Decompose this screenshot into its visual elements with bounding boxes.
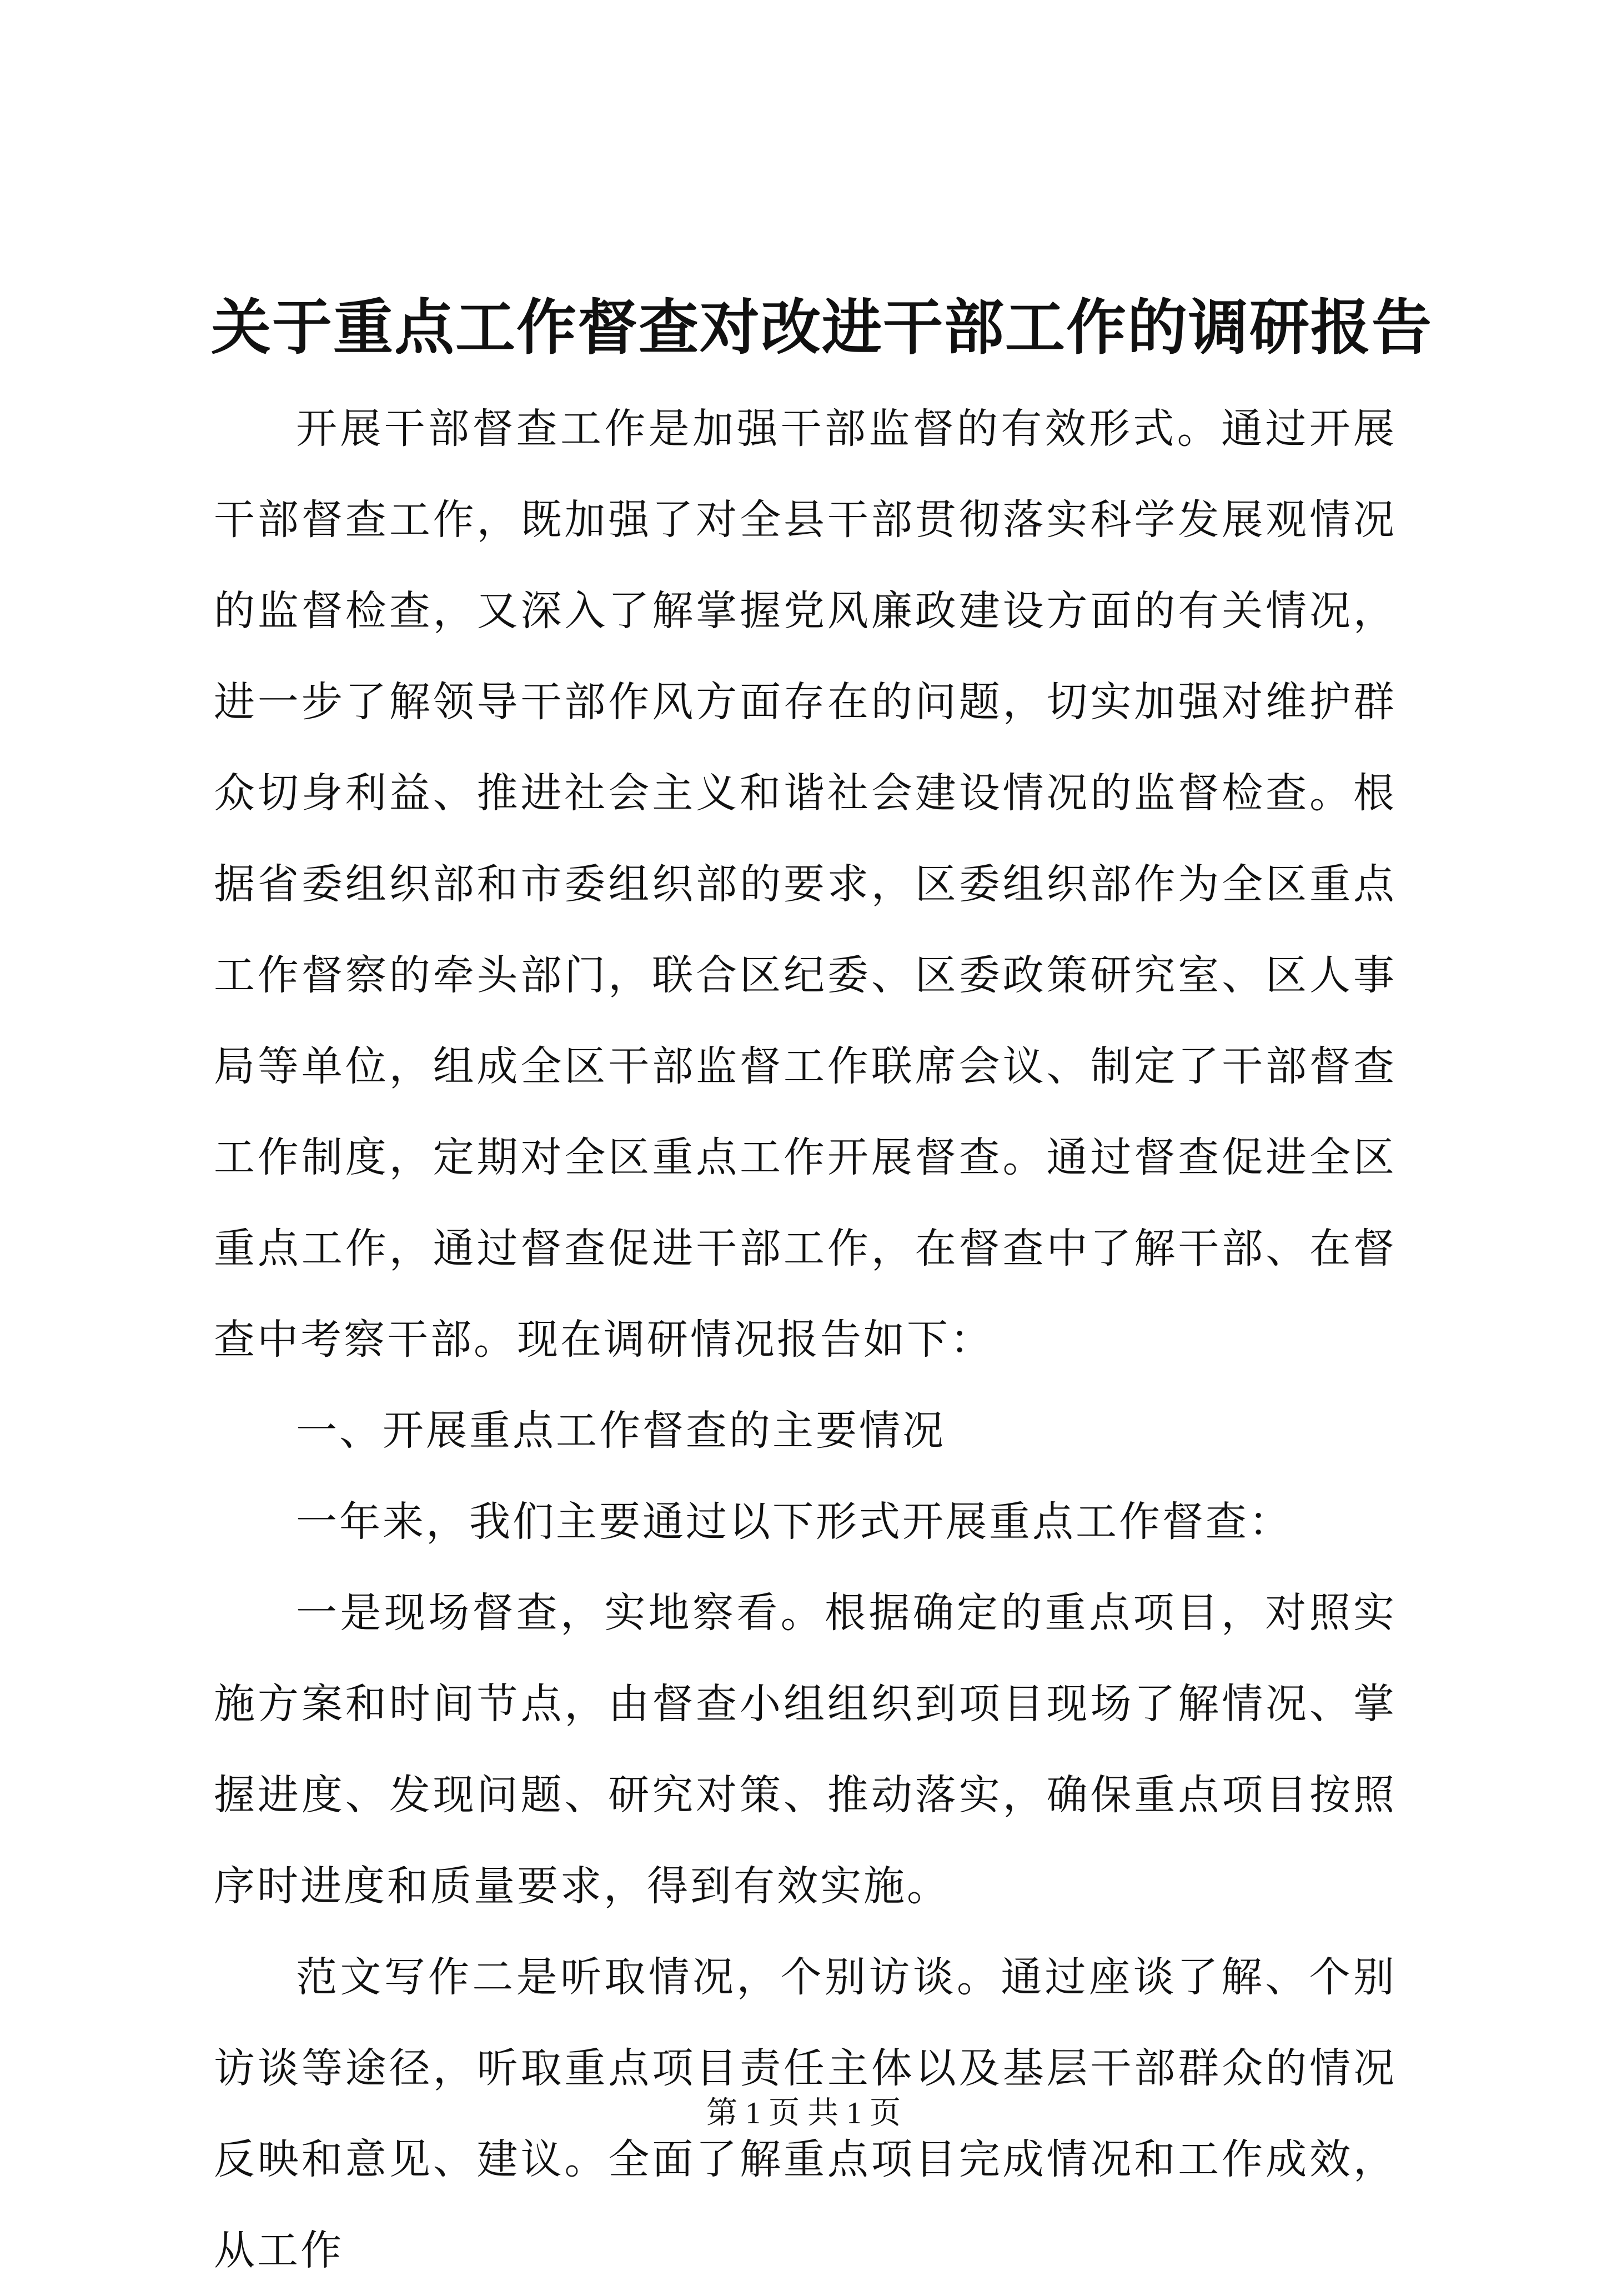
paragraph-interviews: 范文写作二是听取情况，个别访谈。通过座谈了解、个别访谈等途径，听取重点项目责任主体以及基层干部群众的情况反映和意见、建议。全面了解重点项目完成情况和工作成效，从工作: [214, 1953, 1397, 2274]
paragraph-overview: 一年来，我们主要通过以下形式开展重点工作督查：: [296, 1498, 1292, 1546]
page-footer: 第 1 页 共 1 页: [706, 2096, 901, 2130]
section-heading-1: 一、开展重点工作督查的主要情况: [296, 1407, 946, 1455]
document-body: [214, 383, 1397, 2296]
document-title: 关于重点工作督查对改进干部工作的调研报告: [211, 293, 1433, 363]
paragraph-onsite-inspection: 一是现场督查，实地察看。根据确定的重点项目，对照实施方案和时间节点，由督查小组组织到项目现场了解情况、掌握进度、发现问题、研究对策、推动落实，确保重点项目按照序时进度和质量要求，得到有效实施。: [214, 1589, 1397, 1910]
paragraph-intro: 开展干部督查工作是加强干部监督的有效形式。通过开展干部督查工作，既加强了对全县干部贯彻落实科学发展观情况的监督检查，又深入了解掌握党风廉政建设方面的有关情况，进一步了解领导干部作风方面存在的问题，切实加强对维护群众切身利益、推进社会主义和谐社会建设情况的监督检查。根据省委组织部和市委组织部的要求，区委组织部作为全区重点工作督察的牵头部门，联合区纪委、区委政策研究室、区人事局等单位，组成全区干部监督工作联席会议、制定了干部督查工作制度，定期对全区重点工作开展督查。通过督查促进全区重点工作，通过督查促进干部工作，在督查中了解干部、在督查中考察干部。现在调研情况报告如下：: [214, 405, 1397, 1363]
